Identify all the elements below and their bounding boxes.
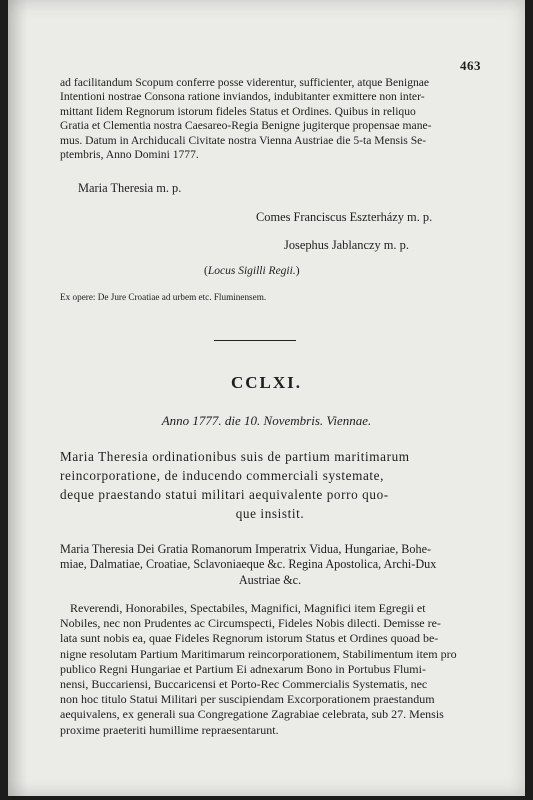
body-line: Nobiles, nec non Prudentes ac Circumspecti, Fideles Nobis dilecti. Demisse re-: [60, 616, 441, 631]
intitulatio-line: Maria Theresia Dei Gratia Romanorum Imperatrix Vidua, Hungariae, Bohe-: [60, 542, 432, 556]
paragraph-line: mus. Datum in Archiducali Civitate nostra Vienna Austriae die 5-ta Mensis Se-: [60, 133, 427, 147]
body-line: Reverendi, Honorabiles, Spectabiles, Magnifici, Magnifici item Egregii et: [70, 601, 426, 615]
body-line: proxime praeteriti humillime repraesentarunt.: [60, 722, 279, 737]
body-paragraph: [60, 601, 480, 738]
paragraph-line: ad facilitandum Scopum conferre posse viderentur, sufficienter, atque Benignae: [60, 76, 430, 89]
body-line: nensi, Buccariensi, Buccaricensi et Porto-Rec Commercialis Systematis, nec: [60, 677, 428, 692]
summary-line: reincorporatione, de inducendo commerciali systemate,: [60, 468, 385, 483]
body-line: aequivalens, ex generali sua Congregatione Zagrabiae celebrata, sub 27. Mensis: [60, 707, 444, 722]
signature-count: Comes Franciscus Eszterházy m. p.: [256, 210, 433, 224]
seal-note-text: Locus Sigilli Regii.: [207, 265, 296, 277]
page-number: 463: [460, 58, 481, 73]
opening-paragraph: [60, 76, 480, 162]
body-line: non hoc titulo Statui Militari per suscipiendam Excorporationem praestandum: [60, 692, 435, 707]
paragraph-line: Intentioni nostrae Consona ratione inviandos, indubitanter exmittere non inter-: [60, 90, 425, 104]
seal-note: (Locus Sigilli Regii.): [204, 265, 300, 277]
intitulatio: [60, 542, 480, 588]
binding-shadow: [8, 0, 28, 796]
body-line: lata sunt nobis ea, quae Fideles Regnorum istorum Status et Ordines quoad be-: [60, 631, 439, 646]
summary-line: Maria Theresia ordinationibus suis de partium maritimarum: [60, 449, 410, 464]
paragraph-line: Gratia et Clementia nostra Caesareo-Regia Benigne jugiterque propensae mane-: [60, 119, 432, 133]
section-divider: [214, 340, 296, 341]
intitulatio-line: miae, Dalmatiae, Croatiae, Sclavoniaeque &c. Regina Apostolica, Archi-Dux: [60, 557, 437, 572]
intitulatio-line: Austriae &c.: [238, 572, 302, 587]
signature-queen: Maria Theresia m. p.: [78, 181, 182, 195]
paragraph-line: mittant Iidem Regnorum istorum fideles Status et Ordines. Quibus in reliquo: [60, 104, 416, 118]
body-line: publico Regni Hungariae et Partium Ei adnexarum Bono in Portubus Flumi-: [60, 661, 426, 676]
document-number: CCLXI.: [230, 373, 303, 392]
summary-heading: [60, 447, 480, 523]
source-note: Ex opere: De Jure Croatiae ad urbem etc. Fluminensem.: [60, 292, 267, 302]
book-page: [8, 0, 525, 796]
signature-secretary: Josephus Jablanczy m. p.: [284, 238, 409, 252]
dateline: Anno 1777. die 10. Novembris. Viennae.: [161, 413, 372, 428]
summary-line: deque praestando statui militari aequivalente porro quo-: [60, 487, 389, 502]
paragraph-line: ptembris, Anno Domini 1777.: [60, 148, 199, 162]
body-line: nigne resolutam Partium Maritimarum reincorporationem, Stabilimentum item pro: [60, 646, 457, 661]
summary-line: que insistit.: [235, 506, 305, 521]
